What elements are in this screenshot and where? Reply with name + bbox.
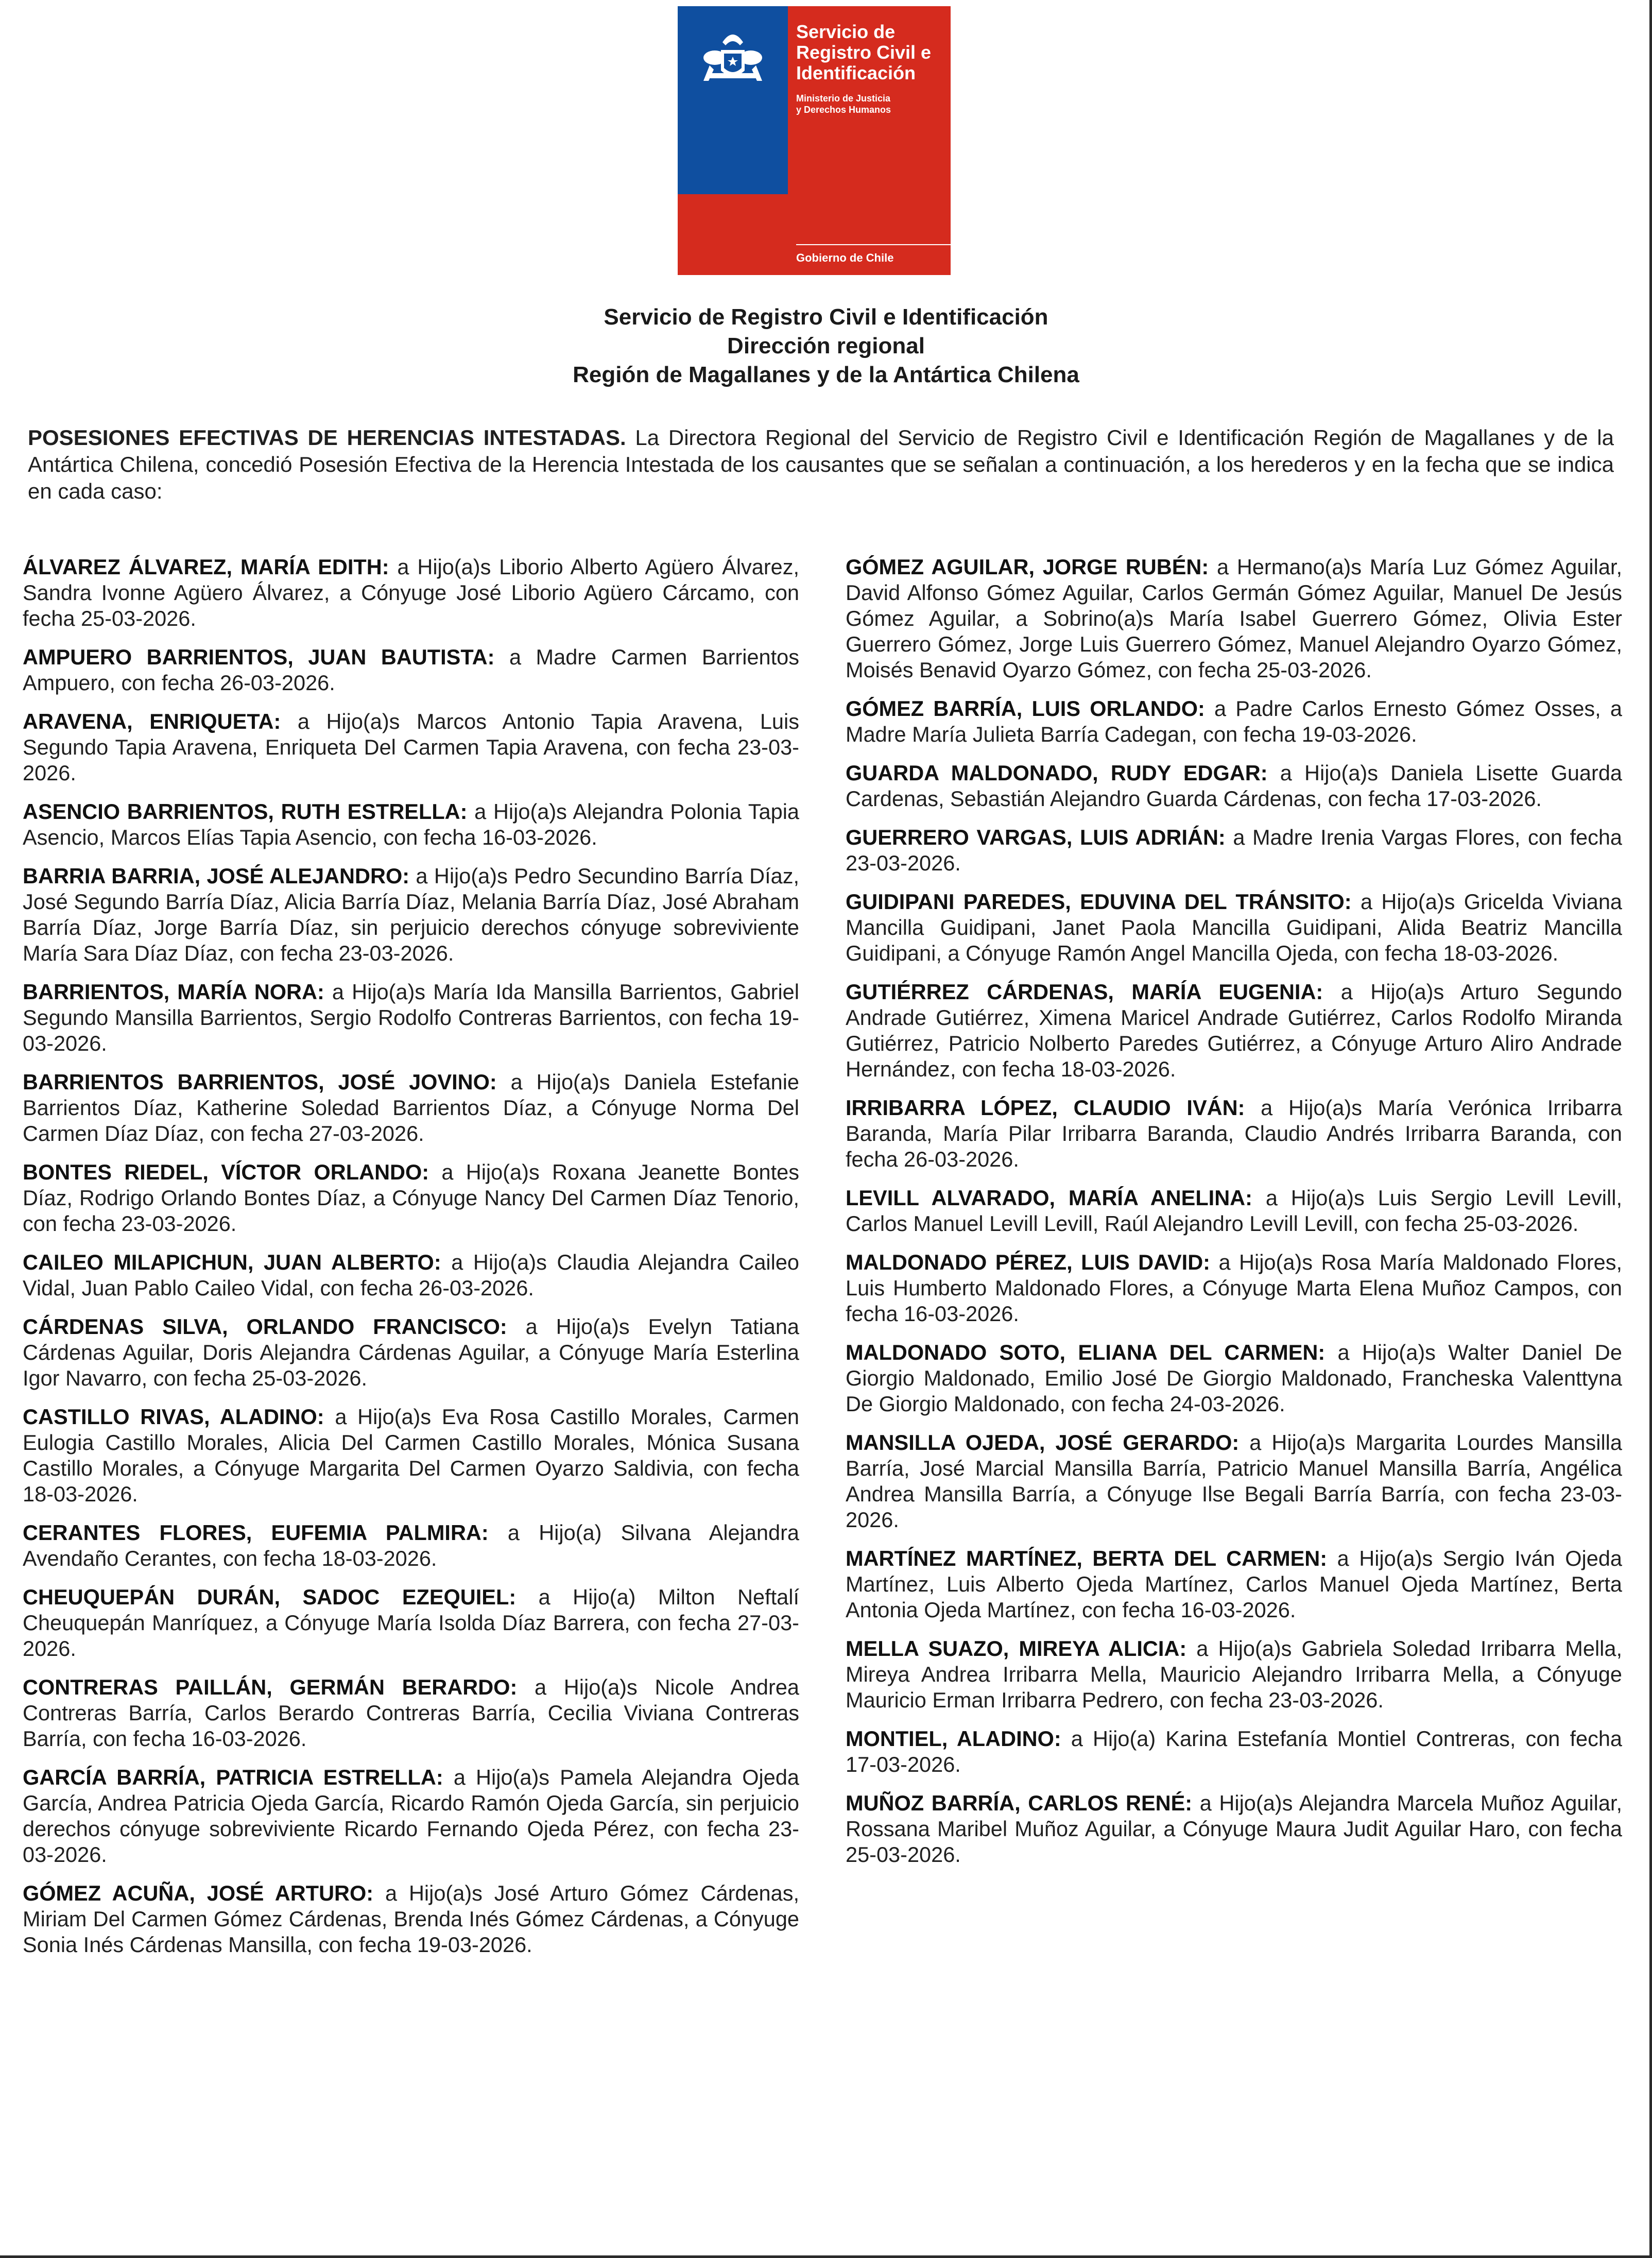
entry (846, 1340, 1622, 1417)
entry-herederos: a Hijo(a)s María Ida Mansilla Barrientos, Gabriel Segundo Mansilla Barrientos, Sergio Rodolfo Contreras Barrientos, con fecha 19-03-2026. (23, 980, 799, 1055)
entry-herederos: a Hijo(a)s María Verónica Irribarra Baranda, María Pilar Irribarra Baranda, Claudio Andrés Irribarra Baranda, con fecha 26-03-2026. (846, 1096, 1623, 1171)
entry-herederos: a Hijo(a)s Margarita Lourdes Mansilla Barría, José Marcial Mansilla Barría, Patricio Manuel Mansilla Barría, Angélica Andrea Mansilla Barría, a Cónyuge Ilse Begali Barría Barría, con fecha 23-03-2026. (846, 1430, 1622, 1532)
entry (23, 1674, 799, 1752)
logo-gobierno: Gobierno de Chile (796, 251, 894, 264)
entry-causante: ARAVENA, ENRIQUETA: (23, 709, 281, 733)
entry (846, 1250, 1622, 1327)
entry (846, 1095, 1622, 1172)
entry-causante: GUERRERO VARGAS, LUIS ADRIÁN: (846, 825, 1226, 849)
logo-ministry-line: y Derechos Humanos (796, 105, 891, 115)
entry-causante: GÓMEZ BARRÍA, LUIS ORLANDO: (846, 696, 1205, 721)
entry-herederos: a Hijo(a) Silvana Alejandra Avendaño Cerantes, con fecha 18-03-2026. (23, 1520, 799, 1570)
entry-herederos: a Hijo(a)s Alejandra Marcela Muñoz Aguilar, Rossana Maribel Muñoz Aguilar, a Cónyuge Maura Judit Aguilar Haro, con fecha 25-03-2026. (846, 1791, 1622, 1867)
header-region: Región de Magallanes y de la Antártica Chilena (573, 362, 1079, 387)
entry (23, 863, 799, 966)
entry-causante: MONTIEL, ALADINO: (846, 1726, 1061, 1751)
entry-herederos: a Hijo(a)s Nicole Andrea Contreras Barría, Carlos Berardo Contreras Barría, Cecilia Viviana Contreras Barría, con fecha 16-03-2026. (23, 1675, 799, 1751)
entry-herederos: a Hijo(a)s Sergio Iván Ojeda Martínez, Luis Alberto Ojeda Martínez, Carlos Manuel Ojeda Martínez, Berta Antonia Ojeda Martínez, con fecha 16-03-2026. (846, 1546, 1622, 1622)
entry (23, 1765, 799, 1868)
coat-of-arms-icon (694, 22, 771, 99)
entry (846, 1430, 1622, 1533)
left-column (23, 554, 799, 1971)
entry-herederos: a Hijo(a)s Daniela Lisette Guarda Cardenas, Sebastián Alejandro Guarda Cárdenas, con fecha 17-03-2026. (846, 761, 1622, 811)
entry-causante: GUTIÉRREZ CÁRDENAS, MARÍA EUGENIA: (846, 980, 1323, 1004)
entry-causante: IRRIBARRA LÓPEZ, CLAUDIO IVÁN: (846, 1096, 1245, 1120)
logo-name-line: Identificación (796, 62, 916, 83)
entry (23, 1584, 799, 1662)
header-direccion: Dirección regional (727, 333, 925, 358)
entry-herederos: a Hijo(a)s Marcos Antonio Tapia Aravena, Luis Segundo Tapia Aravena, Enriqueta Del Carmen Tapia Aravena, con fecha 23-03-2026. (23, 709, 799, 785)
entry (846, 760, 1622, 812)
logo-left-panel (678, 6, 788, 275)
registro-civil-logo (678, 6, 951, 275)
entry-causante: CHEUQUEPÁN DURÁN, SADOC EZEQUIEL: (23, 1585, 517, 1609)
entry-herederos: a Hijo(a)s Luis Sergio Levill Levill, Carlos Manuel Levill Levill, Raúl Alejandro Levill Levill, con fecha 25-03-2026. (846, 1186, 1622, 1236)
entry (846, 1726, 1622, 1777)
entry-causante: GARCÍA BARRÍA, PATRICIA ESTRELLA: (23, 1765, 443, 1789)
entry-causante: GUARDA MALDONADO, RUDY EDGAR: (846, 761, 1268, 785)
entry (23, 1404, 799, 1507)
entry-herederos: a Hijo(a)s Rosa María Maldonado Flores, Luis Humberto Maldonado Flores, a Cónyuge Marta Elena Muñoz Campos, con fecha 16-03-2026. (846, 1250, 1622, 1326)
entry-herederos: a Hijo(a)s José Arturo Gómez Cárdenas, Miriam Del Carmen Gómez Cárdenas, Brenda Inés Gómez Cárdenas, a Cónyuge Sonia Inés Cárdenas Mansilla, con fecha 19-03-2026. (23, 1881, 799, 1957)
logo-service-name (796, 22, 941, 83)
entry-causante: MARTÍNEZ MARTÍNEZ, BERTA DEL CARMEN: (846, 1546, 1328, 1570)
entry-causante: MALDONADO SOTO, ELIANA DEL CARMEN: (846, 1340, 1326, 1364)
entry-causante: CONTRERAS PAILLÁN, GERMÁN BERARDO: (23, 1675, 518, 1699)
entry (23, 644, 799, 696)
entry (23, 799, 799, 850)
entry-causante: GÓMEZ ACUÑA, JOSÉ ARTURO: (23, 1881, 374, 1905)
header-service: Servicio de Registro Civil e Identificación (604, 304, 1048, 330)
logo-red-field (678, 194, 788, 275)
entry-herederos: a Hijo(a)s Arturo Segundo Andrade Gutiérrez, Ximena Maricel Andrade Gutiérrez, Carlos Rodolfo Miranda Gutiérrez, Patricio Nolberto Paredes Gutiérrez, a Cónyuge Arturo Aliro Andrade Hernández, con fecha 18-03-2026. (846, 980, 1623, 1081)
entry (846, 696, 1622, 747)
entry (846, 889, 1622, 966)
entry-herederos: a Padre Carlos Ernesto Gómez Osses, a Madre María Julieta Barría Cadegan, con fecha 19-03-2026. (846, 696, 1622, 746)
entry-herederos: a Hermano(a)s María Luz Gómez Aguilar, David Alfonso Gómez Aguilar, Carlos Germán Gómez Aguilar, Manuel De Jesús Gómez Aguilar, a Sobrino(a)s María Isabel Guerrero Gómez, Olivia Ester Guerrero Gómez, Jorge Luis Guerrero Gómez, Manuel Alejandro Oyarzo Gómez, Moisés Benavid Oyarzo Gómez, con fecha 25-03-2026. (846, 555, 1622, 682)
document-header (0, 303, 1652, 389)
entry-causante: AMPUERO BARRIENTOS, JUAN BAUTISTA: (23, 645, 495, 669)
entry (846, 1636, 1622, 1713)
entry (846, 1790, 1622, 1868)
entry (846, 554, 1622, 683)
intro-paragraph (28, 424, 1614, 505)
entry-herederos: a Madre Irenia Vargas Flores, con fecha 23-03-2026. (846, 825, 1622, 875)
entry-causante: CASTILLO RIVAS, ALADINO: (23, 1405, 324, 1429)
entry-causante: GUIDIPANI PAREDES, EDUVINA DEL TRÁNSITO: (846, 889, 1352, 914)
entry (846, 825, 1622, 876)
entry-causante: MUÑOZ BARRÍA, CARLOS RENÉ: (846, 1791, 1193, 1815)
entry-causante: CAILEO MILAPICHUN, JUAN ALBERTO: (23, 1250, 441, 1274)
right-column (846, 554, 1622, 1880)
entry (23, 554, 799, 631)
entry-causante: CERANTES FLORES, EUFEMIA PALMIRA: (23, 1520, 489, 1545)
entry-herederos: a Hijo(a)s Daniela Estefanie Barrientos Díaz, Katherine Soledad Barrientos Díaz, a Cónyuge Norma Del Carmen Díaz Díaz, con fecha 27-03-2026. (23, 1070, 799, 1145)
entry-herederos: a Hijo(a)s Roxana Jeanette Bontes Díaz, Rodrigo Orlando Bontes Díaz, a Cónyuge Nancy Del Carmen Díaz Tenorio, con fecha 23-03-2026. (23, 1160, 799, 1236)
entry-causante: ASENCIO BARRIENTOS, RUTH ESTRELLA: (23, 799, 468, 824)
entry-herederos: a Hijo(a)s Gabriela Soledad Irribarra Mella, Mireya Andrea Irribarra Mella, Mauricio Alejandro Irribarra Mella, a Cónyuge Mauricio Erman Irribarra Pedrero, con fecha 23-03-2026. (846, 1636, 1623, 1712)
entry-causante: MALDONADO PÉREZ, LUIS DAVID: (846, 1250, 1211, 1274)
entry-causante: BARRIENTOS BARRIENTOS, JOSÉ JOVINO: (23, 1070, 497, 1094)
entry-causante: ÁLVAREZ ÁLVAREZ, MARÍA EDITH: (23, 555, 389, 579)
entry-causante: BARRIENTOS, MARÍA NORA: (23, 980, 324, 1004)
entry-herederos: a Hijo(a)s Gricelda Viviana Mancilla Guidipani, Janet Paola Mancilla Guidipani, Alida Beatriz Mancilla Guidipani, a Cónyuge Ramón Angel Mancilla Ojeda, con fecha 18-03-2026. (846, 889, 1622, 965)
entry-herederos: a Hijo(a)s Pedro Secundino Barría Díaz, José Segundo Barría Díaz, Alicia Barría Díaz, Melania Barría Díaz, José Abraham Barría Díaz, Jorge Barría Díaz, sin perjuicio derechos cónyuge sobreviviente María Sara Díaz Díaz, con fecha 23-03-2026. (23, 864, 799, 965)
entry-herederos: a Hijo(a)s Alejandra Polonia Tapia Asencio, Marcos Elías Tapia Asencio, con fecha 16-03-2026. (23, 799, 799, 849)
logo-text-panel (788, 6, 951, 275)
entry-causante: BARRIA BARRIA, JOSÉ ALEJANDRO: (23, 864, 410, 888)
entry-causante: MELLA SUAZO, MIREYA ALICIA: (846, 1636, 1187, 1661)
logo-divider (796, 244, 951, 245)
entry (846, 1185, 1622, 1237)
entry (23, 1069, 799, 1147)
entry-causante: LEVILL ALVARADO, MARÍA ANELINA: (846, 1186, 1252, 1210)
logo-blue-field (678, 6, 788, 194)
entry-herederos: a Hijo(a)s Liborio Alberto Agüero Álvarez, Sandra Ivonne Agüero Álvarez, a Cónyuge José Liborio Agüero Cárcamo, con fecha 25-03-2026. (23, 555, 800, 630)
entry (23, 1159, 799, 1237)
entry (846, 1546, 1622, 1623)
entry-herederos: a Hijo(a)s Eva Rosa Castillo Morales, Carmen Eulogia Castillo Morales, Alicia Del Carmen Castillo Morales, Mónica Susana Castillo Morales, a Cónyuge Margarita Del Carmen Oyarzo Saldivia, con fecha 18-03-2026. (23, 1405, 800, 1506)
entry (23, 1520, 799, 1571)
entry-causante: BONTES RIEDEL, VÍCTOR ORLANDO: (23, 1160, 429, 1184)
entry-herederos: a Hijo(a)s Evelyn Tatiana Cárdenas Aguilar, Doris Alejandra Cárdenas Aguilar, a Cónyuge María Esterlina Igor Navarro, con fecha 25-03-2026. (23, 1314, 799, 1390)
logo-name-line: Servicio de (796, 21, 896, 42)
entry (846, 979, 1622, 1082)
entry-herederos: a Hijo(a)s Walter Daniel De Giorgio Maldonado, Emilio José De Giorgio Maldonado, Francheska Valenttyna De Giorgio Maldonado, con fecha 24-03-2026. (846, 1340, 1622, 1416)
entry-herederos: a Hijo(a)s Pamela Alejandra Ojeda García, Andrea Patricia Ojeda García, Ricardo Ramón Ojeda García, sin perjuicio derechos cónyuge sobreviviente Ricardo Fernando Ojeda Pérez, con fecha 23-03-2026. (23, 1765, 799, 1867)
entry-herederos: a Hijo(a) Milton Neftalí Cheuquepán Manríquez, a Cónyuge María Isolda Díaz Barrera, con fecha 27-03-2026. (23, 1585, 799, 1661)
entry-herederos: a Hijo(a) Karina Estefanía Montiel Contreras, con fecha 17-03-2026. (846, 1726, 1623, 1776)
intro-text: La Directora Regional del Servicio de Registro Civil e Identificación Región de Magallanes y de la Antártica Chilena, concedió Posesión Efectiva de la Herencia Intestada de los causantes que se señalan a continuación, a los herederos y en la fecha que se indica en cada caso: (28, 425, 1614, 503)
entry (23, 1880, 799, 1958)
logo-ministry (796, 93, 941, 115)
entry-causante: MANSILLA OJEDA, JOSÉ GERARDO: (846, 1430, 1240, 1455)
entry-herederos: a Hijo(a)s Claudia Alejandra Caileo Vidal, Juan Pablo Caileo Vidal, con fecha 26-03-2026. (23, 1250, 799, 1300)
logo-ministry-line: Ministerio de Justicia (796, 93, 891, 104)
entry-herederos: a Madre Carmen Barrientos Ampuero, con fecha 26-03-2026. (23, 645, 799, 695)
entry-causante: GÓMEZ AGUILAR, JORGE RUBÉN: (846, 555, 1209, 579)
logo-name-line: Registro Civil e (796, 42, 932, 63)
entry (23, 1250, 799, 1301)
entry-causante: CÁRDENAS SILVA, ORLANDO FRANCISCO: (23, 1314, 507, 1339)
entry (23, 709, 799, 786)
entry (23, 979, 799, 1056)
intro-title: POSESIONES EFECTIVAS DE HERENCIAS INTESTADAS. (28, 425, 626, 450)
entry (23, 1314, 799, 1391)
